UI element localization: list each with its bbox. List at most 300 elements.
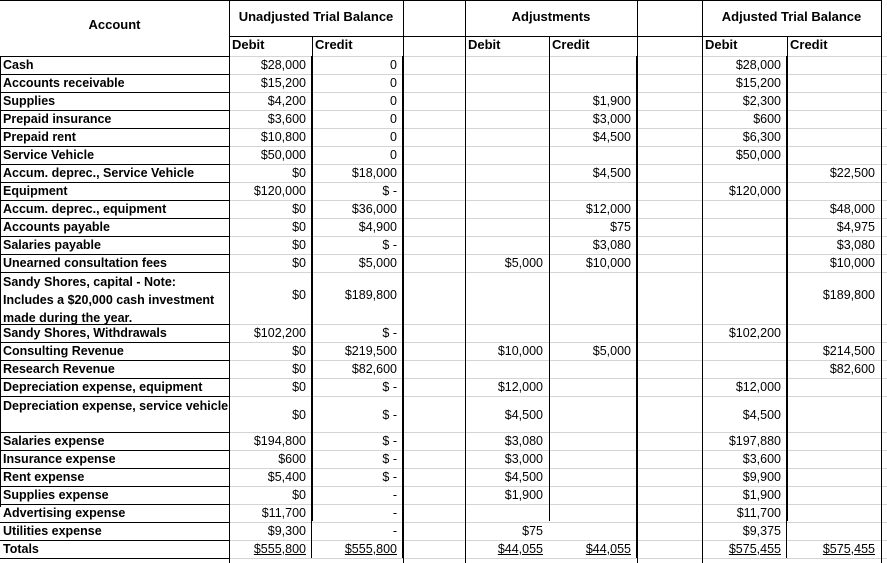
amount-cell-jd bbox=[702, 407, 783, 424]
amount-cell-ad bbox=[465, 201, 545, 218]
amount-cell-ud bbox=[229, 111, 308, 128]
account-name: Equipment bbox=[3, 184, 68, 198]
cell-border bbox=[636, 110, 637, 128]
amount-value: $214,500 bbox=[822, 344, 875, 358]
amount-value: $600 bbox=[278, 452, 306, 466]
amount-value: $50,000 bbox=[260, 148, 306, 162]
amount-value: $ - bbox=[382, 434, 397, 448]
amount-cell-ad bbox=[465, 487, 545, 504]
total-value: $44,055 bbox=[497, 542, 543, 556]
account-name: Consulting Revenue bbox=[3, 344, 124, 358]
amount-cell-ac bbox=[549, 523, 633, 540]
amount-value: $194,800 bbox=[253, 434, 306, 448]
cell-border bbox=[786, 218, 787, 236]
total-value: $44,055 bbox=[585, 542, 631, 556]
amount-value: $4,500 bbox=[592, 166, 631, 180]
cell-border bbox=[636, 450, 637, 468]
total-value: $575,455 bbox=[822, 542, 875, 556]
amount-cell-uc bbox=[312, 237, 399, 254]
amount-cell-jc bbox=[787, 407, 877, 424]
amount-cell-uc bbox=[312, 57, 399, 74]
cell-border bbox=[636, 236, 637, 254]
amount-cell-jd bbox=[702, 165, 783, 182]
amount-value: $15,200 bbox=[735, 76, 781, 90]
cell-border bbox=[402, 254, 403, 272]
amount-cell-ad bbox=[465, 541, 545, 558]
amount-cell-ud bbox=[229, 487, 308, 504]
amount-cell-ac bbox=[549, 433, 633, 450]
amount-cell-ad bbox=[465, 75, 545, 92]
amount-value: 0 bbox=[390, 76, 397, 90]
amount-value: $1,900 bbox=[742, 488, 781, 502]
amount-cell-ud bbox=[229, 237, 308, 254]
amount-cell-uc bbox=[312, 487, 399, 504]
amount-cell-ud bbox=[229, 255, 308, 272]
amount-cell-uc bbox=[312, 147, 399, 164]
amount-cell-jc bbox=[787, 183, 877, 200]
cell-border bbox=[786, 378, 787, 396]
amount-value: $120,000 bbox=[728, 184, 781, 198]
amount-value: $ - bbox=[382, 184, 397, 198]
amount-value: 0 bbox=[390, 112, 397, 126]
amount-value: - bbox=[392, 488, 397, 502]
amount-value: $4,975 bbox=[836, 220, 875, 234]
amount-value: $5,000 bbox=[358, 256, 397, 270]
account-row-border bbox=[0, 540, 229, 541]
cell-border bbox=[402, 128, 403, 146]
amount-cell-ad bbox=[465, 361, 545, 378]
amount-cell-ud bbox=[229, 451, 308, 468]
cell-border bbox=[636, 378, 637, 396]
column-border bbox=[312, 37, 313, 521]
amount-cell-jd bbox=[702, 541, 783, 558]
cell-border bbox=[636, 486, 637, 504]
account-name: Insurance expense bbox=[3, 452, 116, 466]
amount-cell-uc bbox=[312, 93, 399, 110]
account-row-border bbox=[0, 272, 229, 273]
amount-cell-ud bbox=[229, 541, 308, 558]
amount-value: - bbox=[392, 524, 397, 538]
cell-border bbox=[311, 504, 312, 522]
column-border bbox=[881, 0, 882, 563]
amount-value: $0 bbox=[292, 380, 306, 394]
cell-border bbox=[402, 396, 403, 432]
account-row-border bbox=[0, 432, 229, 433]
cell-border bbox=[311, 110, 312, 128]
cell-border bbox=[402, 164, 403, 182]
amount-cell-ud bbox=[229, 147, 308, 164]
amount-cell-jd bbox=[702, 129, 783, 146]
amount-cell-ad bbox=[465, 379, 545, 396]
amount-value: $5,000 bbox=[592, 344, 631, 358]
cell-border bbox=[636, 324, 637, 342]
amount-cell-ad bbox=[465, 183, 545, 200]
account-row-border bbox=[0, 236, 229, 237]
adjusted-header: Adjusted Trial Balance bbox=[721, 9, 862, 24]
amount-value: $12,000 bbox=[497, 380, 543, 394]
account-name: Research Revenue bbox=[3, 362, 115, 376]
cell-border bbox=[786, 468, 787, 486]
amount-cell-jc bbox=[787, 237, 877, 254]
amount-cell-jd bbox=[702, 201, 783, 218]
amount-value: $9,300 bbox=[267, 524, 306, 538]
cell-border bbox=[786, 164, 787, 182]
amount-cell-jd bbox=[702, 469, 783, 486]
cell-border bbox=[786, 236, 787, 254]
cell-border bbox=[636, 432, 637, 450]
account-name: Totals bbox=[3, 542, 39, 556]
cell-border bbox=[311, 272, 312, 324]
amount-cell-ac bbox=[549, 75, 633, 92]
amount-cell-ad bbox=[465, 287, 545, 304]
amount-cell-ad bbox=[465, 165, 545, 182]
amount-cell-ad bbox=[465, 505, 545, 522]
amount-value: $1,900 bbox=[504, 488, 543, 502]
cell-border bbox=[311, 396, 312, 432]
amount-cell-ac bbox=[549, 201, 633, 218]
account-name: Accum. deprec., Service Vehicle bbox=[3, 166, 195, 180]
amount-value: $2,300 bbox=[742, 94, 781, 108]
amount-cell-jc bbox=[787, 111, 877, 128]
amount-cell-jd bbox=[702, 523, 783, 540]
account-name: Prepaid rent bbox=[3, 130, 76, 144]
amount-cell-ad bbox=[465, 451, 545, 468]
account-row-border bbox=[0, 92, 229, 93]
amount-cell-jd bbox=[702, 219, 783, 236]
amount-value: $36,000 bbox=[351, 202, 397, 216]
cell-border bbox=[636, 218, 637, 236]
amount-cell-jc bbox=[787, 255, 877, 272]
amount-cell-ac bbox=[549, 361, 633, 378]
amount-value: $4,500 bbox=[504, 470, 543, 484]
amount-value: $3,080 bbox=[592, 238, 631, 252]
cell-border bbox=[402, 522, 403, 540]
cell-border bbox=[786, 92, 787, 110]
account-name: Unearned consultation fees bbox=[3, 256, 167, 270]
amount-cell-ud bbox=[229, 433, 308, 450]
amount-cell-ac bbox=[549, 469, 633, 486]
account-row-border bbox=[0, 450, 229, 451]
cell-border bbox=[786, 254, 787, 272]
amount-value: $12,000 bbox=[585, 202, 631, 216]
adjustments-debit-header: Debit bbox=[468, 37, 501, 52]
amount-cell-uc bbox=[312, 255, 399, 272]
cell-border bbox=[786, 432, 787, 450]
amount-cell-uc bbox=[312, 379, 399, 396]
cell-border bbox=[786, 360, 787, 378]
amount-cell-jc bbox=[787, 93, 877, 110]
account-name: Supplies expense bbox=[3, 488, 109, 502]
cell-border bbox=[402, 182, 403, 200]
amount-cell-jc bbox=[787, 505, 877, 522]
amount-cell-jc bbox=[787, 433, 877, 450]
amount-cell-ad bbox=[465, 343, 545, 360]
amount-value: $4,500 bbox=[504, 408, 543, 422]
amount-cell-uc bbox=[312, 361, 399, 378]
cell-border bbox=[636, 468, 637, 486]
cell-border bbox=[311, 182, 312, 200]
cell-border bbox=[786, 450, 787, 468]
cell-border bbox=[402, 56, 403, 74]
amount-cell-uc bbox=[312, 433, 399, 450]
account-name: Salaries payable bbox=[3, 238, 101, 252]
account-row-border bbox=[0, 342, 229, 343]
amount-value: $3,000 bbox=[504, 452, 543, 466]
amount-cell-jd bbox=[702, 237, 783, 254]
amount-cell-ud bbox=[229, 407, 308, 424]
amount-cell-jc bbox=[787, 129, 877, 146]
amount-value: $189,800 bbox=[822, 288, 875, 302]
cell-border bbox=[786, 396, 787, 432]
amount-cell-ac bbox=[549, 165, 633, 182]
cell-border bbox=[402, 342, 403, 360]
account-row-border bbox=[0, 56, 229, 57]
amount-value: 0 bbox=[390, 58, 397, 72]
row-border bbox=[0, 0, 881, 1]
amount-cell-uc bbox=[312, 129, 399, 146]
amount-cell-ud bbox=[229, 93, 308, 110]
amount-value: $22,500 bbox=[829, 166, 875, 180]
cell-border bbox=[402, 200, 403, 218]
cell-border bbox=[311, 56, 312, 74]
amount-value: $0 bbox=[292, 166, 306, 180]
account-name: Rent expense bbox=[3, 470, 85, 484]
amount-cell-jd bbox=[702, 451, 783, 468]
amount-value: $189,800 bbox=[344, 288, 397, 302]
amount-cell-ad bbox=[465, 147, 545, 164]
cell-border bbox=[636, 342, 637, 360]
account-name: Utilities expense bbox=[3, 524, 102, 538]
cell-border bbox=[311, 200, 312, 218]
cell-border bbox=[636, 504, 637, 522]
adjusted-debit-header: Debit bbox=[705, 37, 738, 52]
amount-cell-jc bbox=[787, 201, 877, 218]
amount-cell-uc bbox=[312, 165, 399, 182]
amount-value: $9,900 bbox=[742, 470, 781, 484]
account-row-border bbox=[0, 360, 229, 361]
amount-cell-jd bbox=[702, 183, 783, 200]
cell-border bbox=[402, 218, 403, 236]
amount-cell-jd bbox=[702, 75, 783, 92]
cell-border bbox=[786, 110, 787, 128]
amount-cell-jc bbox=[787, 57, 877, 74]
amount-cell-ud bbox=[229, 343, 308, 360]
amount-value: $0 bbox=[292, 238, 306, 252]
account-row-border bbox=[0, 218, 229, 219]
amount-value: $0 bbox=[292, 202, 306, 216]
amount-value: $10,800 bbox=[260, 130, 306, 144]
amount-value: $4,200 bbox=[267, 94, 306, 108]
amount-value: $10,000 bbox=[829, 256, 875, 270]
amount-cell-jc bbox=[787, 451, 877, 468]
cell-border bbox=[311, 128, 312, 146]
unadjusted-header: Unadjusted Trial Balance bbox=[238, 9, 394, 24]
amount-value: 0 bbox=[390, 148, 397, 162]
cell-border bbox=[311, 522, 312, 540]
amount-value: $11,700 bbox=[261, 506, 306, 520]
amount-cell-ud bbox=[229, 183, 308, 200]
account-row-border bbox=[0, 254, 229, 255]
cell-border bbox=[786, 128, 787, 146]
amount-value: $48,000 bbox=[829, 202, 875, 216]
amount-cell-ud bbox=[229, 57, 308, 74]
cell-border bbox=[636, 56, 637, 74]
amount-value: 0 bbox=[390, 130, 397, 144]
cell-border bbox=[636, 272, 637, 324]
amount-cell-ac bbox=[549, 287, 633, 304]
amount-value: $6,300 bbox=[742, 130, 781, 144]
amount-value: $4,500 bbox=[592, 130, 631, 144]
amount-value: $5,000 bbox=[504, 256, 543, 270]
account-name: Cash bbox=[3, 58, 34, 72]
account-name: Accum. deprec., equipment bbox=[3, 202, 167, 216]
cell-border bbox=[786, 504, 787, 522]
account-row-border bbox=[0, 378, 229, 379]
cell-border bbox=[402, 324, 403, 342]
cell-border bbox=[402, 450, 403, 468]
cell-border bbox=[311, 218, 312, 236]
amount-value: $219,500 bbox=[344, 344, 397, 358]
amount-value: $0 bbox=[292, 362, 306, 376]
account-name: Prepaid insurance bbox=[3, 112, 112, 126]
amount-cell-ud bbox=[229, 287, 308, 304]
account-row-border bbox=[0, 504, 229, 505]
amount-cell-jd bbox=[702, 505, 783, 522]
amount-value: $102,200 bbox=[728, 326, 781, 340]
amount-cell-uc bbox=[312, 183, 399, 200]
cell-border bbox=[786, 74, 787, 92]
cell-border bbox=[402, 486, 403, 504]
cell-border bbox=[636, 200, 637, 218]
column-border bbox=[787, 37, 788, 521]
account-row-border bbox=[0, 164, 229, 165]
amount-cell-uc bbox=[312, 523, 399, 540]
cell-border bbox=[402, 146, 403, 164]
cell-border bbox=[402, 74, 403, 92]
cell-border bbox=[402, 110, 403, 128]
cell-border bbox=[786, 200, 787, 218]
cell-border bbox=[786, 522, 787, 540]
amount-value: 0 bbox=[390, 94, 397, 108]
amount-cell-ac bbox=[549, 487, 633, 504]
amount-cell-jd bbox=[702, 255, 783, 272]
amount-cell-ac bbox=[549, 219, 633, 236]
cell-border bbox=[311, 164, 312, 182]
amount-value: $5,400 bbox=[267, 470, 306, 484]
amount-value: $3,000 bbox=[592, 112, 631, 126]
amount-cell-ad bbox=[465, 255, 545, 272]
amount-value: $3,600 bbox=[742, 452, 781, 466]
account-row-border bbox=[0, 110, 229, 111]
account-row-border bbox=[0, 324, 229, 325]
amount-cell-uc bbox=[312, 505, 399, 522]
account-name: Supplies bbox=[3, 94, 56, 108]
amount-cell-ac bbox=[549, 541, 633, 558]
cell-border bbox=[311, 342, 312, 360]
cell-border bbox=[402, 360, 403, 378]
cell-border bbox=[636, 182, 637, 200]
amount-cell-ac bbox=[549, 325, 633, 342]
amount-cell-ac bbox=[549, 255, 633, 272]
amount-cell-ac bbox=[549, 379, 633, 396]
account-name: Salaries expense bbox=[3, 434, 105, 448]
amount-cell-ud bbox=[229, 325, 308, 342]
adjusted-credit-header: Credit bbox=[790, 37, 828, 52]
amount-cell-ad bbox=[465, 407, 545, 424]
amount-cell-ac bbox=[549, 237, 633, 254]
amount-cell-ad bbox=[465, 219, 545, 236]
account-name: Accounts receivable bbox=[3, 76, 125, 90]
amount-cell-jc bbox=[787, 287, 877, 304]
cell-border bbox=[636, 522, 637, 540]
cell-border bbox=[636, 146, 637, 164]
amount-value: $ - bbox=[382, 452, 397, 466]
column-border bbox=[229, 0, 230, 563]
amount-value: $0 bbox=[292, 408, 306, 422]
amount-cell-ad bbox=[465, 237, 545, 254]
amount-cell-ac bbox=[549, 93, 633, 110]
amount-cell-uc bbox=[312, 407, 399, 424]
amount-cell-ad bbox=[465, 93, 545, 110]
account-name: Depreciation expense, equipment bbox=[3, 380, 203, 394]
amount-cell-jd bbox=[702, 379, 783, 396]
amount-value: $75 bbox=[522, 524, 543, 538]
amount-cell-uc bbox=[312, 541, 399, 558]
amount-cell-ac bbox=[549, 407, 633, 424]
cell-border bbox=[311, 432, 312, 450]
cell-border bbox=[311, 468, 312, 486]
cell-border bbox=[311, 360, 312, 378]
amount-cell-ac bbox=[549, 129, 633, 146]
amount-cell-jc bbox=[787, 361, 877, 378]
account-row-border bbox=[0, 522, 229, 523]
account-header: Account bbox=[88, 17, 141, 32]
column-border bbox=[403, 0, 404, 563]
cell-border bbox=[311, 486, 312, 504]
amount-value: $ - bbox=[382, 408, 397, 422]
amount-value: $3,600 bbox=[267, 112, 306, 126]
account-row-border bbox=[0, 200, 229, 201]
amount-cell-ac bbox=[549, 57, 633, 74]
adjustments-credit-header: Credit bbox=[552, 37, 590, 52]
amount-cell-ud bbox=[229, 129, 308, 146]
amount-cell-uc bbox=[312, 201, 399, 218]
amount-value: $82,600 bbox=[351, 362, 397, 376]
account-row-border bbox=[0, 74, 229, 75]
cell-border bbox=[402, 272, 403, 324]
column-border bbox=[465, 0, 466, 563]
amount-cell-uc bbox=[312, 469, 399, 486]
cell-border bbox=[636, 164, 637, 182]
amount-cell-jd bbox=[702, 325, 783, 342]
amount-cell-jd bbox=[702, 287, 783, 304]
cell-border bbox=[636, 540, 637, 558]
amount-cell-jc bbox=[787, 523, 877, 540]
amount-cell-ac bbox=[549, 183, 633, 200]
amount-cell-uc bbox=[312, 451, 399, 468]
amount-value: $10,000 bbox=[585, 256, 631, 270]
total-value: $555,800 bbox=[253, 542, 306, 556]
amount-cell-jd bbox=[702, 433, 783, 450]
row-border bbox=[229, 36, 881, 37]
cell-border bbox=[311, 540, 312, 558]
cell-border bbox=[311, 236, 312, 254]
account-row-border bbox=[0, 182, 229, 183]
amount-value: $3,080 bbox=[504, 434, 543, 448]
cell-border bbox=[311, 146, 312, 164]
cell-border bbox=[311, 450, 312, 468]
cell-border bbox=[402, 540, 403, 558]
